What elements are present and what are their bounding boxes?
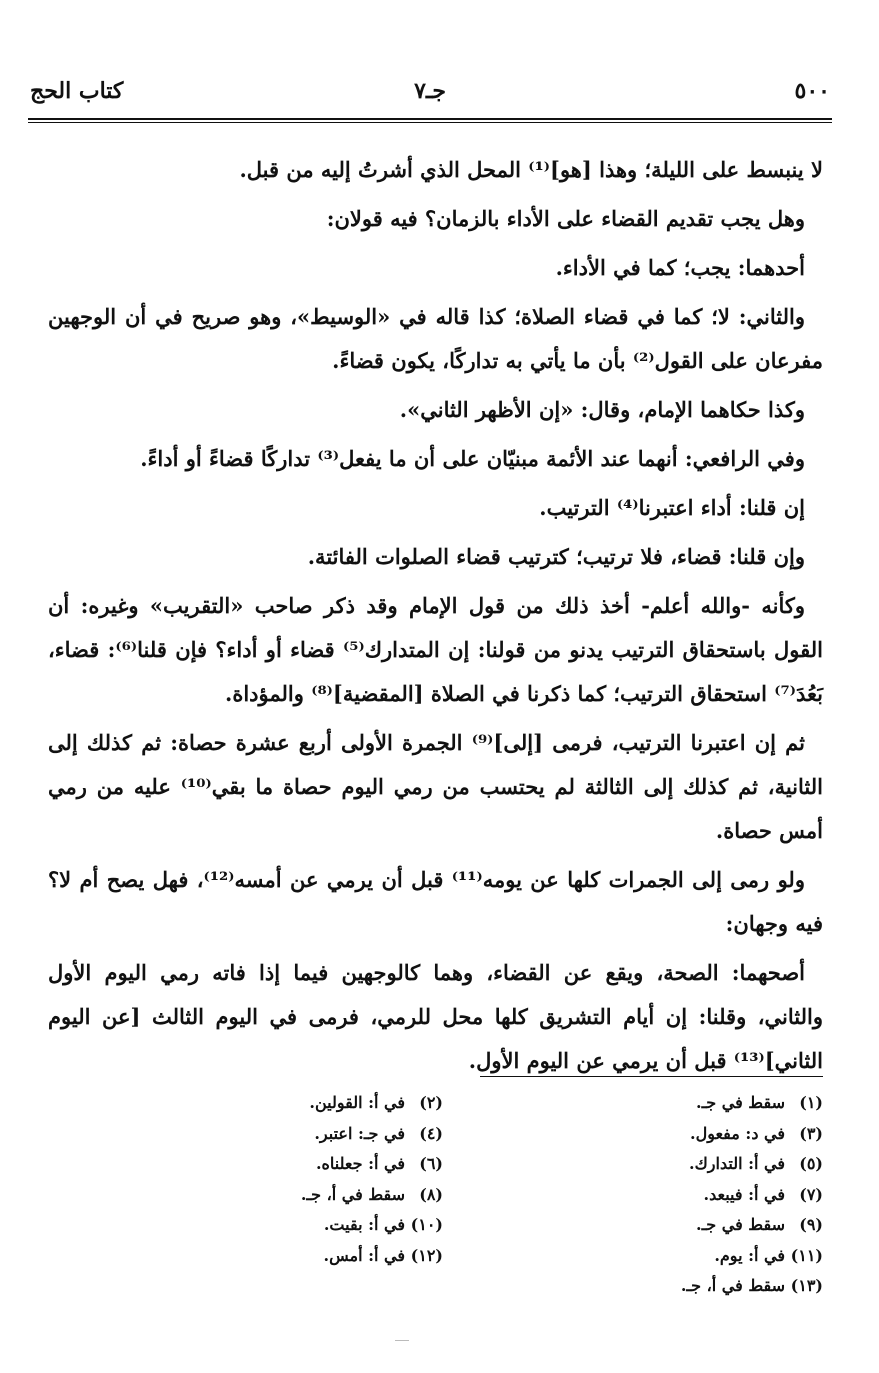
paragraph: أصحهما: الصحة، ويقع عن القضاء، وهما كالوجهين فيما إذا فاته رمي اليوم الأول والثاني، وقلنا: إن أيام التشريق كلها محل للرمي، فرمى في اليوم الثالث [عن اليوم الثاني]⁽¹³⁾ قبل أن يرمي عن اليوم الأول.: [48, 960, 823, 1073]
paragraph: وفي الرافعي: أنهما عند الأئمة مبنيّان على أن ما يفعل⁽³⁾ تداركًا قضاءً أو أداءً.: [140, 446, 805, 471]
paragraph: والثاني: لا؛ كما في قضاء الصلاة؛ كذا قاله في «الوسيط»، وهو صريح في أن الوجهين مفرعان على القول⁽²⁾ بأن ما يأتي به تداركًا، يكون قضاءً.: [48, 304, 823, 373]
footnote-separator: [480, 1076, 823, 1077]
footnote-number: (١٢): [410, 1245, 443, 1265]
footnote-number: (٤): [419, 1123, 443, 1143]
footnote-number: (١١): [790, 1245, 823, 1265]
footnote-item: [63, 1149, 443, 1180]
footnote-text: في د: مفعول.: [690, 1123, 785, 1143]
footnote-text: في أ: التدارك.: [689, 1154, 785, 1173]
page-bottom-mark: [395, 1340, 409, 1341]
footnote-text: سقط في أ، جـ.: [680, 1276, 785, 1295]
footnote-number: (٥): [799, 1154, 823, 1173]
footnote-text: في أ: القولين.: [309, 1093, 405, 1112]
footnote-text: في جـ: اعتبر.: [314, 1123, 405, 1143]
paragraph: وإن قلنا: قضاء، فلا ترتيب؛ كترتيب قضاء الصلوات الفائتة.: [307, 544, 805, 569]
footnotes-left-column: [63, 1088, 443, 1302]
header-rule: [28, 118, 832, 120]
header-rule-thin: [28, 122, 832, 123]
footnote-number: (٢): [419, 1093, 443, 1112]
main-text: [48, 148, 823, 1088]
footnote-text: سقط في جـ.: [696, 1093, 785, 1112]
volume-label: جـ٧: [414, 78, 446, 104]
footnote-number: (٧): [799, 1184, 823, 1204]
footnote-item: [63, 1180, 443, 1211]
paragraph: وكذا حكاهما الإمام، وقال: «إن الأظهر الثاني».: [399, 397, 805, 422]
footnote-text: في أ: جعلناه.: [315, 1154, 405, 1173]
footnotes-right-column: [443, 1088, 823, 1302]
paragraph: أحدهما: يجب؛ كما في الأداء.: [555, 255, 805, 280]
paragraph: إن قلنا: أداء اعتبرنا⁽⁴⁾ الترتيب.: [539, 495, 805, 520]
footnote-text: في أ: فيبعد.: [703, 1184, 785, 1204]
paragraph: ثم إن اعتبرنا الترتيب، فرمى [إلى]⁽⁹⁾ الجمرة الأولى أربع عشرة حصاة: ثم كذلك إلى الثانية، ثم كذلك إلى الثالثة لم يحتسب من رمي اليوم حصاة ما بقي⁽¹⁰⁾ عليه من رمي أمس حصاة.: [48, 730, 823, 843]
footnote-text: في أ: أمس.: [323, 1245, 405, 1265]
footnote-item: [443, 1271, 823, 1302]
footnote-text: سقط في أ، جـ.: [300, 1184, 405, 1204]
footnote-text: في أ: بقيت.: [323, 1215, 405, 1234]
footnote-item: [443, 1210, 823, 1241]
footnote-item: [443, 1088, 823, 1119]
footnote-item: [443, 1149, 823, 1180]
footnote-number: (١٣): [790, 1276, 823, 1295]
book-title: كتاب الحج: [30, 78, 124, 104]
footnote-item: [443, 1119, 823, 1150]
paragraph: وكأنه -والله أعلم- أخذ ذلك من قول الإمام وقد ذكر صاحب «التقريب» وغيره: أن القول باستحقاق الترتيب يدنو من قولنا: إن المتدارك⁽⁵⁾ قضاء أو أداء؟ فإن قلنا⁽⁶⁾: قضاء، بَعُدَ⁽⁷⁾ استحقاق الترتيب؛ كما ذكرنا في الصلاة [المقضية]⁽⁸⁾ والمؤداة.: [48, 593, 823, 706]
footnote-number: (١): [799, 1093, 823, 1112]
paragraph: وهل يجب تقديم القضاء على الأداء بالزمان؟ فيه قولان:: [326, 206, 805, 231]
footnote-item: [443, 1241, 823, 1272]
page-number: ٥٠٠: [794, 78, 830, 104]
footnote-item: [63, 1241, 443, 1272]
footnote-text: سقط في جـ.: [696, 1215, 785, 1234]
footnotes: [48, 1088, 823, 1302]
footnote-text: في أ: يوم.: [714, 1245, 785, 1265]
footnote-number: (١٠): [410, 1215, 443, 1234]
page-header: [30, 78, 830, 118]
footnote-number: (٩): [799, 1215, 823, 1234]
footnote-number: (٨): [419, 1184, 443, 1204]
paragraph: ولو رمى إلى الجمرات كلها عن يومه⁽¹¹⁾ قبل أن يرمي عن أمسه⁽¹²⁾، فهل يصح أم لا؟ فيه وجهان:: [48, 867, 823, 936]
footnote-item: [63, 1088, 443, 1119]
footnote-item: [63, 1119, 443, 1150]
footnote-number: (٦): [419, 1154, 443, 1173]
footnote-number: (٣): [799, 1123, 823, 1143]
footnote-item: [443, 1180, 823, 1211]
footnote-item: [63, 1210, 443, 1241]
paragraph: لا ينبسط على الليلة؛ وهذا [هو]⁽¹⁾ المحل الذي أشرتُ إليه من قبل.: [239, 157, 823, 182]
